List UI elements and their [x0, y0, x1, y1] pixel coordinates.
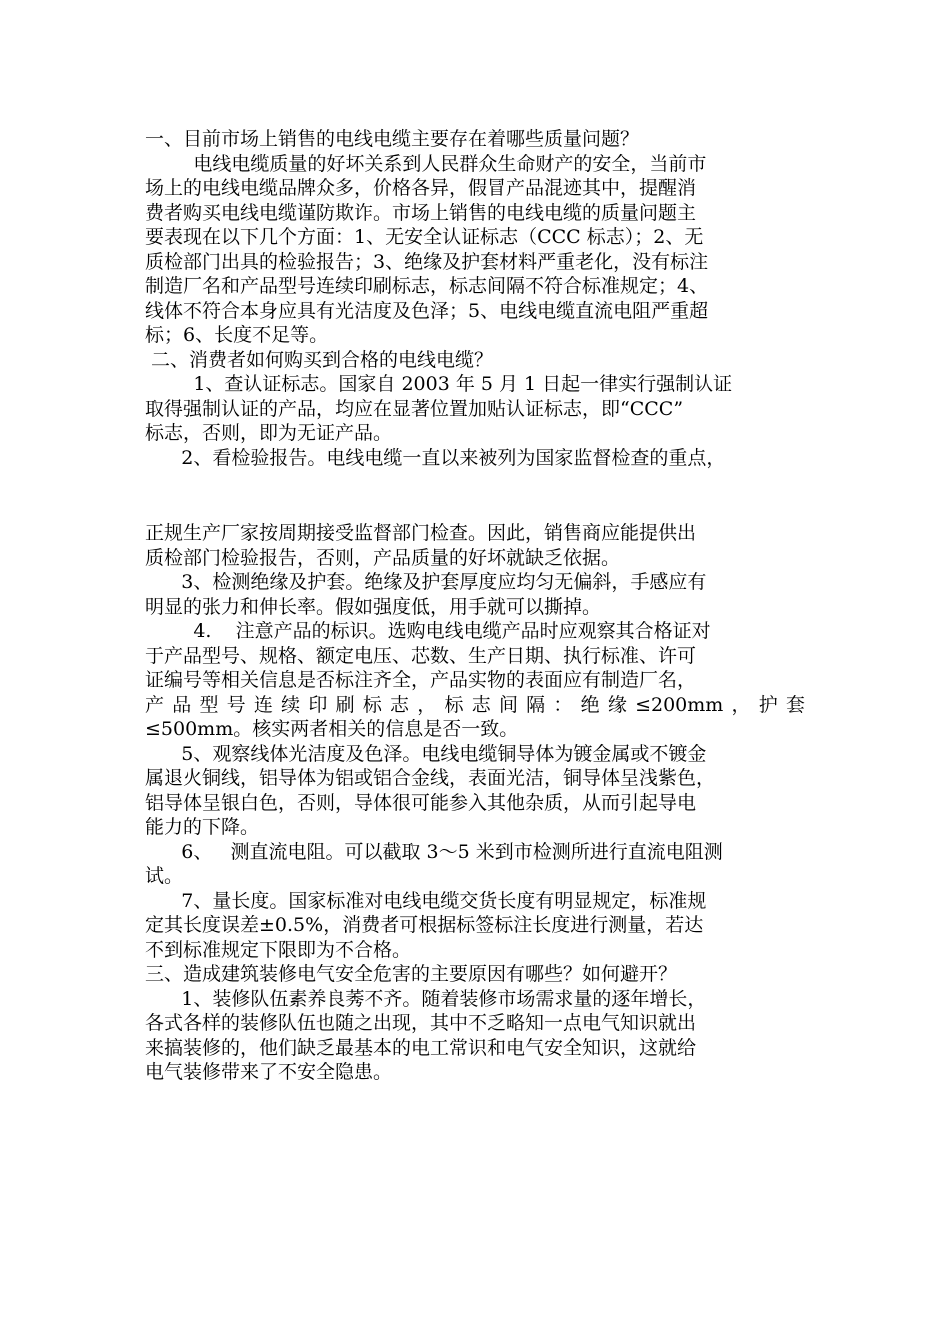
text-line: 产品型号连续印刷标志，标志间隔：绝缘≤200mm，护套	[145, 693, 805, 716]
text-line: 7、量长度。国家标准对电线电缆交货长度有明显规定，标准规	[145, 889, 707, 912]
section-heading: 三、造成建筑装修电气安全危害的主要原因有哪些？如何避开？	[145, 963, 678, 985]
text-line: 4. 注意产品的标识。选购电线电缆产品时应观察其合格证对	[145, 620, 711, 642]
text-line: 一、目前市场上销售的电线电缆主要存在着哪些质量问题？	[145, 128, 640, 150]
text-line: 线体不符合本身应具有光洁度及色泽；5、电线电缆直流电阻严重超	[145, 299, 709, 322]
text-line: 证编号等相关信息是否标注齐全，产品实物的表面应有制造厂名，	[145, 669, 697, 691]
text-block-bottom	[145, 521, 805, 1085]
text-line: 2、看检验报告。电线电缆一直以来被列为国家监督检查的重点，	[145, 446, 726, 469]
text-line: 正规生产厂家按周期接受监督部门检查。因此，销售商应能提供出	[145, 522, 697, 544]
text-line: 场上的电线电缆品牌众多，价格各异，假冒产品混迹其中，提醒消	[145, 177, 697, 199]
text-line: ≤500mm。核实两者相关的信息是否一致。	[145, 718, 519, 740]
text-line: 不到标准规定下限即为不合格。	[145, 938, 412, 961]
text-line: 制造厂名和产品型号连续印刷标志，标志间隔不符合标准规定；4、	[145, 275, 709, 297]
text-line: 定其长度误差±0.5%，消费者可根据标签标注长度进行测量，若达	[145, 914, 704, 936]
text-line: 各式各样的装修队伍也随之出现，其中不乏略知一点电气知识就出	[145, 1012, 697, 1034]
text-line: 电气装修带来了不安全隐患。	[145, 1061, 393, 1083]
text-line: 1、查认证标志。国家自 2003 年 5 月 1 日起一律实行强制认证	[145, 373, 733, 395]
text-line: 能力的下降。	[145, 816, 260, 838]
text-line: 费者购买电线电缆谨防欺诈。市场上销售的电线电缆的质量问题主	[145, 201, 697, 224]
text-line: 6、 测直流电阻。可以截取 3～5 米到市检测所进行直流电阻测	[145, 840, 723, 863]
text-line: 取得强制认证的产品，均应在显著位置加贴认证标志，即“CCC”	[145, 397, 684, 420]
section-heading: 二、消费者如何购买到合格的电线电缆？	[145, 348, 494, 371]
text-line: 明显的张力和伸长率。假如强度低，用手就可以撕掉。	[145, 595, 602, 618]
text-line: 试。	[145, 865, 184, 887]
text-block-top	[145, 127, 805, 470]
text-line: 于产品型号、规格、额定电压、芯数、生产日期、执行标准、许可	[145, 644, 697, 667]
text-line: 铝导体呈银白色，否则，导体很可能参入其他杂质，从而引起导电	[145, 791, 697, 814]
text-line: 5、观察线体光洁度及色泽。电线电缆铜导体为镀金属或不镀金	[145, 742, 707, 765]
text-line: 来搞装修的，他们缺乏最基本的电工常识和电气安全知识，这就给	[145, 1036, 697, 1059]
text-line: 质检部门检验报告，否则，产品质量的好坏就缺乏依据。	[145, 546, 621, 569]
text-line: 属退火铜线，铝导体为铝或铝合金线，表面光洁，铜导体呈浅紫色，	[145, 767, 716, 789]
text-line: 标志，否则，即为无证产品。	[145, 422, 393, 444]
text-line: 要表现在以下几个方面：1、无安全认证标志（CCC 标志）；2、无	[145, 226, 704, 248]
text-line: 标；6、长度不足等。	[145, 324, 329, 346]
text-line: 质检部门出具的检验报告；3、绝缘及护套材料严重老化，没有标注	[145, 250, 709, 273]
text-line: 电线电缆质量的好坏关系到人民群众生命财产的安全，当前市	[145, 152, 707, 175]
text-line: 1、装修队伍素养良莠不齐。随着装修市场需求量的逐年增长，	[145, 987, 707, 1010]
text-line: 3、检测绝缘及护套。绝缘及护套厚度应均匀无偏斜，手感应有	[145, 571, 707, 593]
